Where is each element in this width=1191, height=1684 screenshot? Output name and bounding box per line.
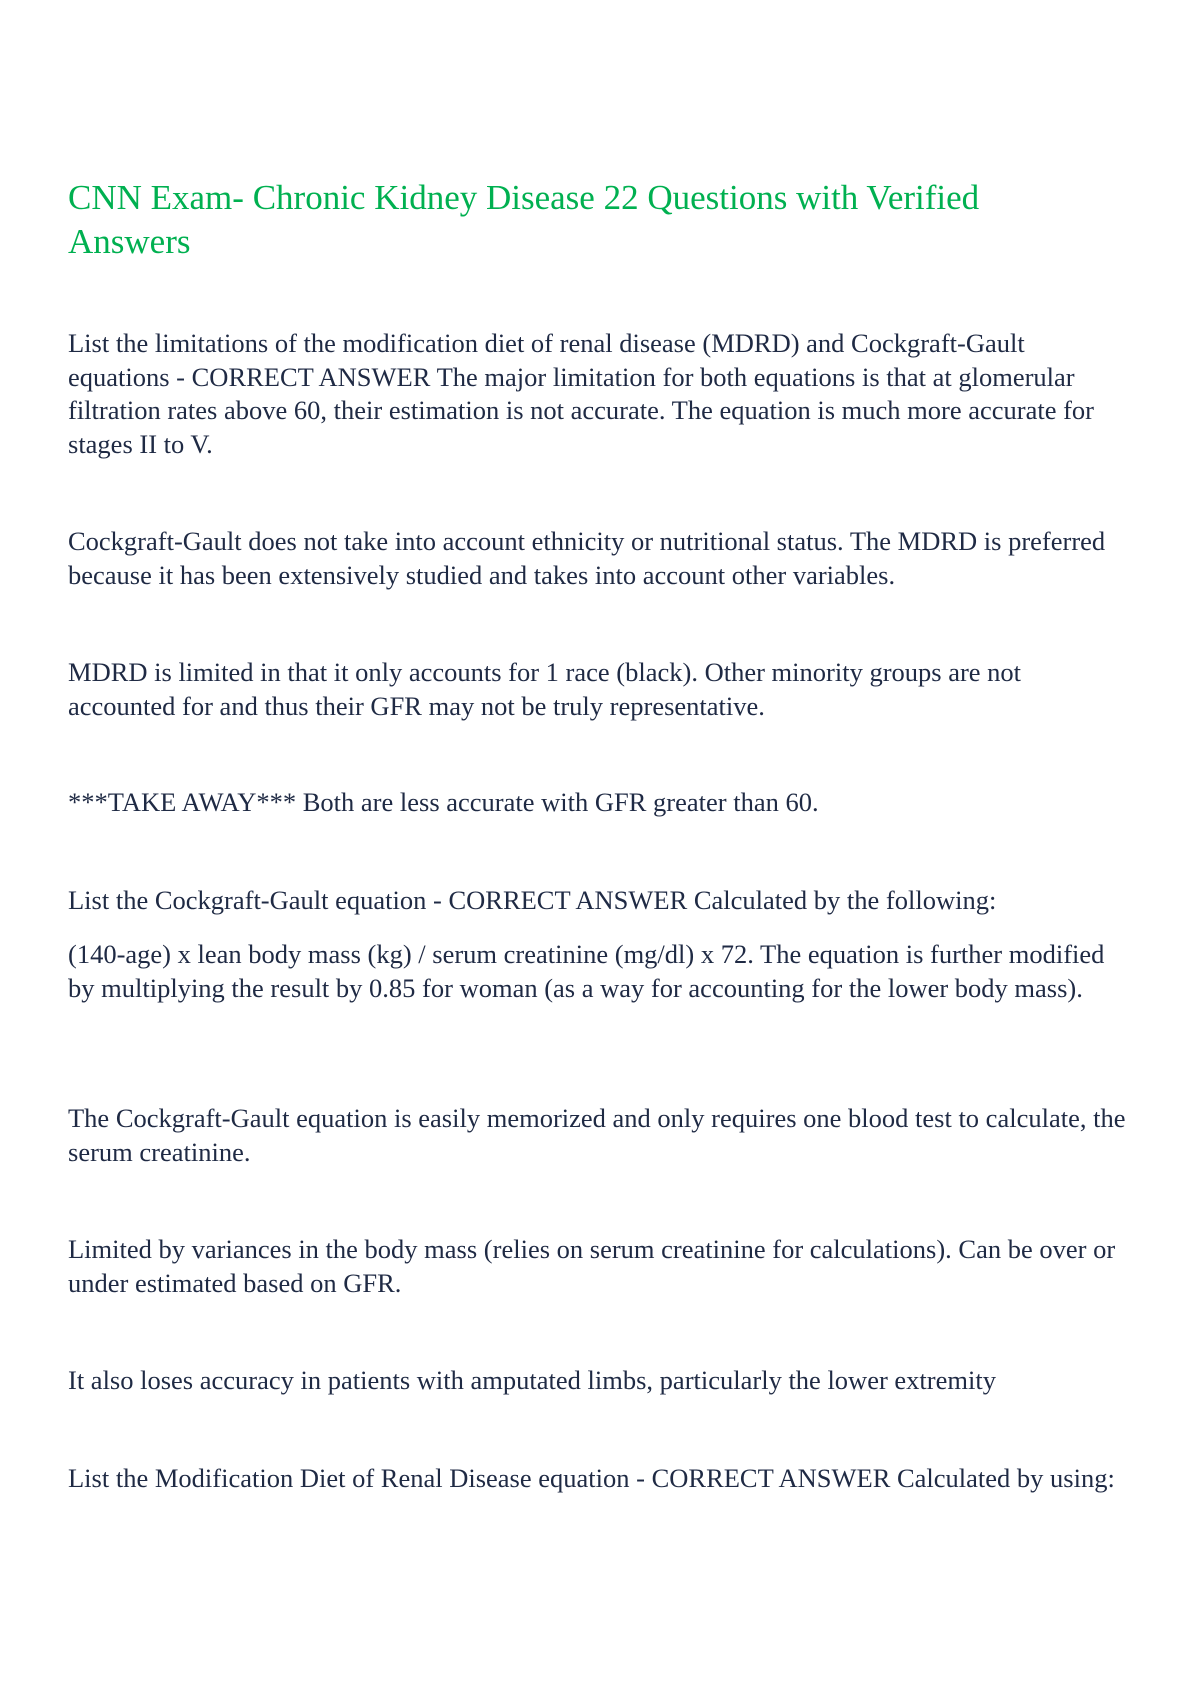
paragraph-cockgraft-gault-question: List the Cockgraft-Gault equation - CORRECT ANSWER Calculated by the following: <box>68 885 997 915</box>
paragraph-mdrd-limitations-question: List the limitations of the modification diet of renal disease (MDRD) and Cockgraft-Gault equations - CORRECT ANSWER The major limitation for both equations is that at glomerular filtration rates above 60, their estimation is not accurate. The equation is much more accurate for stages II to V. <box>68 328 1095 459</box>
paragraph-mdrd-race-limitation: MDRD is limited in that it only accounts for 1 race (black). Other minority groups are not accounted for and thus their GFR may not be truly representative. <box>68 657 1022 721</box>
paragraph-take-away: ***TAKE AWAY*** Both are less accurate with GFR greater than 60. <box>68 787 819 817</box>
paragraph-body-mass-variance: Limited by variances in the body mass (relies on serum creatinine for calculations). Can be over or under estimated based on GFR. <box>68 1234 1116 1298</box>
paragraph-mdrd-equation-question: List the Modification Diet of Renal Disease equation - CORRECT ANSWER Calculated by using: <box>68 1463 1115 1493</box>
paragraph-cockgraft-gault-ethnicity: Cockgraft-Gault does not take into account ethnicity or nutritional status. The MDRD is preferred because it has been extensively studied and takes into account other variables. <box>68 526 1106 590</box>
paragraph-cockgraft-gault-formula: (140-age) x lean body mass (kg) / serum creatinine (mg/dl) x 72. The equation is further modified by multiplying the result by 0.85 for woman (as a way for accounting for the lower body mass). <box>68 939 1105 1003</box>
paragraph-cockgraft-gault-memorized: The Cockgraft-Gault equation is easily memorized and only requires one blood test to calculate, the serum creatinine. <box>68 1103 1126 1167</box>
paragraph-amputated-limbs: It also loses accuracy in patients with amputated limbs, particularly the lower extremity <box>68 1365 996 1395</box>
document-title: CNN Exam- Chronic Kidney Disease 22 Questions with Verified Answers <box>68 178 980 261</box>
